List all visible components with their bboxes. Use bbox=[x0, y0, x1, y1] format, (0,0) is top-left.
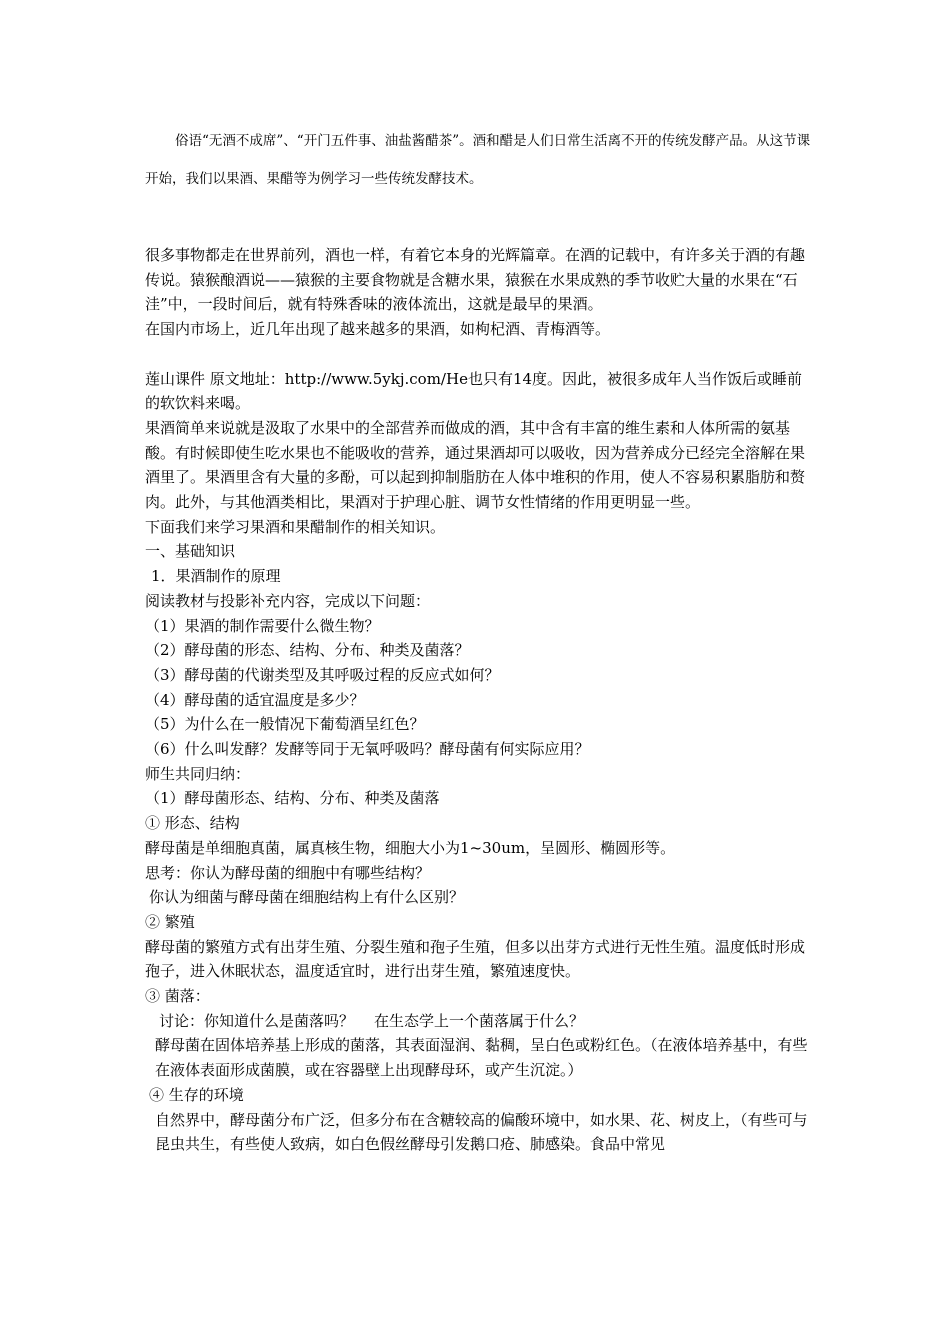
discussion-line bbox=[145, 1009, 813, 1034]
question-item: （4）酵母菌的适宜温度是多少？ bbox=[145, 690, 365, 709]
paragraph-market: 在国内市场上，近几年出现了越来越多的果酒，如枸杞酒、青梅酒等。 bbox=[145, 320, 611, 339]
summary-heading: （1）酵母菌形态、结构、分布、种类及菌落 bbox=[145, 789, 440, 808]
question-item: （1）果酒的制作需要什么微生物？ bbox=[145, 616, 380, 635]
think-question: 你认为细菌与酵母菌在细胞结构上有什么区别？ bbox=[149, 888, 465, 907]
summary-label: 师生共同归纳： bbox=[145, 764, 251, 783]
paragraph-source: 莲山课件 原文地址：http://www.5ykj.com/He也只有14度。因此，被很多成年人当作饭后或睡前的软饮料来喝。 bbox=[145, 369, 803, 413]
subsection-morphology-text: 酵母菌是单细胞真菌，属真核生物，细胞大小为1~30um，呈圆形、椭圆形等。 bbox=[145, 838, 676, 857]
blank-line bbox=[145, 342, 813, 367]
main-content bbox=[145, 243, 813, 1157]
think-question: 思考：你认为酵母菌的细胞中有哪些结构？ bbox=[145, 863, 431, 882]
question-item: （6）什么叫发酵？发酵等同于无氧呼吸吗？酵母菌有何实际应用？ bbox=[145, 740, 590, 759]
paragraph-nutrition: 果酒简单来说就是汲取了水果中的全部营养而做成的酒，其中含有丰富的维生素和人体所需的氨基酸。有时候即使生吃水果也不能吸收的营养，通过果酒却可以吸收，因为营养成分已经完全溶解在果酒里了。果酒里含有大量的多酚，可以起到抑制脂肪在人体中堆积的作用，使人不容易积累脂肪和赘肉。此外，与其他酒类相比，果酒对于护理心脏、调节女性情绪的作用更明显一些。 bbox=[145, 418, 806, 512]
subsection-reproduction-title: ② 繁殖 bbox=[145, 912, 195, 931]
question-item: （5）为什么在一般情况下葡萄酒呈红色？ bbox=[145, 715, 425, 734]
subsection-morphology-title: ① 形态、结构 bbox=[145, 814, 240, 833]
heading-principle: 1．果酒制作的原理 bbox=[151, 567, 281, 586]
intro-paragraph: 俗语“无酒不成席”、“开门五件事、油盐酱醋茶”。酒和醋是人们日常生活离不开的传统发酵产品。从这节课开始，我们以果酒、果醋等为例学习一些传统发酵技术。 bbox=[145, 133, 811, 187]
subsection-colony-title: ③ 菌落： bbox=[145, 987, 210, 1006]
discussion-question: 讨论：你知道什么是菌落吗？ bbox=[159, 1011, 355, 1030]
paragraph-legend: 很多事物都走在世界前列，酒也一样，有着它本身的光辉篇章。在酒的记载中，有许多关于酒的有趣传说。猿猴酿酒说——猿猴的主要食物就是含糖水果，猿猴在水果成熟的季节收贮大量的水果在“石洼”中，一段时间后，就有特殊香味的液体流出，这就是最早的果酒。 bbox=[145, 246, 806, 314]
intro-section bbox=[145, 122, 815, 198]
discussion-question: 在生态学上一个菌落属于什么？ bbox=[374, 1011, 585, 1030]
question-item: （2）酵母菌的形态、结构、分布、种类及菌落？ bbox=[145, 641, 470, 660]
subsection-environment-title: ④ 生存的环境 bbox=[149, 1085, 244, 1104]
heading-basics: 一、基础知识 bbox=[145, 542, 236, 561]
question-item: （3）酵母菌的代谢类型及其呼吸过程的反应式如何？ bbox=[145, 665, 500, 684]
paragraph-transition: 下面我们来学习果酒和果醋制作的相关知识。 bbox=[145, 517, 446, 536]
instruction-text: 阅读教材与投影补充内容，完成以下问题： bbox=[145, 591, 431, 610]
subsection-reproduction-text: 酵母菌的繁殖方式有出芽生殖、分裂生殖和孢子生殖，但多以出芽方式进行无性生殖。温度低时形成孢子，进入休眠状态，温度适宜时，进行出芽生殖，繁殖速度快。 bbox=[145, 937, 806, 981]
subsection-colony-text: 酵母菌在固体培养基上形成的菌落，其表面湿润、黏稠，呈白色或粉红色。（在液体培养基中，有些在液体表面形成菌膜，或在容器壁上出现酵母环，或产生沉淀。） bbox=[155, 1036, 808, 1080]
subsection-environment-text: 自然界中，酵母菌分布广泛，但多分布在含糖较高的偏酸环境中，如水果、花、树皮上，（有些可与昆虫共生，有些使人致病，如白色假丝酵母引发鹅口疮、肺感染。食品中常见 bbox=[155, 1110, 808, 1154]
